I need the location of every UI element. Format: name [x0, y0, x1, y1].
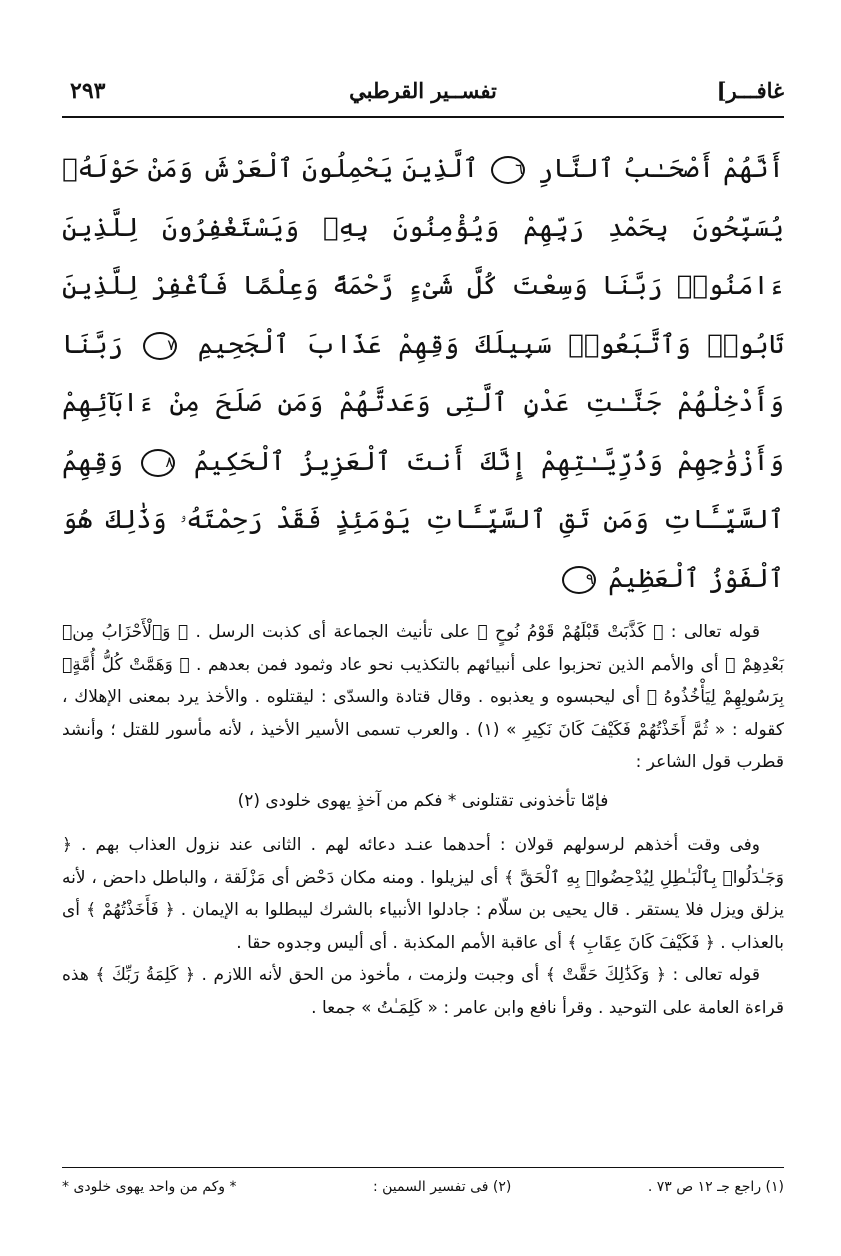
ayah-number-9: ٩: [562, 566, 596, 594]
ayah-number-8: ٨: [141, 449, 175, 477]
page-header: [62, 70, 784, 118]
commentary-paragraph: قوله تعالى : ﴿ كَذَّبَتْ قَبْلَهُمْ قَوْمُ نُوحٍ ﴾ على تأنيث الجماعة أى كذبت الرسل . ﴿ وَٱلْأَحْزَابُ مِنۢ بَعْدِهِمْ ﴾ أى والأمم الذين تحزبوا على أنبيائهم بالتكذيب نحو عاد وثمود فمن بعدهم . ﴿ وَهَمَّتْ كُلُّ أُمَّةٍۭ بِرَسُولِهِمْ لِيَأْخُذُوهُ ﴾ أى ليحبسوه و يعذبوه . وقال قتادة والسدّى : ليقتلوه . والأخذ يرد بمعنى الإهلاك ، كقوله : « ثُمَّ أَخَذْتُهُمْ فَكَيْفَ كَانَ نَكِيرِ » (١) . والعرب تسمى الأسير الأخيذ ، لأنه مأسور للقتل ؛ وأنشد قطرب قول الشاعر :: [62, 622, 784, 773]
ayah-number-7: ٧: [143, 332, 177, 360]
book-page: [62, 70, 784, 1210]
footnote-2: (٢) فى تفسير السمين :: [372, 1179, 512, 1195]
footnote-1: (١) راجع جـ ١٢ ص ٧٣ .: [647, 1179, 784, 1195]
ayah-number-6: ٦: [491, 156, 525, 184]
page-number: ٢٩٣: [70, 78, 106, 104]
book-title: تفســير القرطبي: [349, 78, 497, 103]
verse-text: ٱلَّذِينَ يَحْمِلُونَ ٱلْعَرْشَ وَمَنْ حَوْلَهُۥ يُسَبِّحُونَ بِحَمْدِ رَبِّهِمْ وَيُؤْمِنُونَ بِهِۦ وَيَسْتَغْفِرُونَ لِلَّذِينَ ءَامَنُوا۟ رَبَّنَا وَسِعْتَ كُلَّ شَىْءٍ رَّحْمَةً وَعِلْمًا فَٱغْفِرْ لِلَّذِينَ تَابُوا۟ وَٱتَّبَعُوا۟ سَبِيلَكَ وَقِهِمْ عَذَابَ ٱلْجَحِيمِ: [62, 154, 785, 360]
verse-text: رَبَّنَا وَأَدْخِلْهُمْ جَنَّـٰتِ عَدْنٍ ٱلَّتِى وَعَدتَّهُمْ وَمَن صَلَحَ مِنْ ءَابَآئِهِمْ وَأَزْوَٰجِهِمْ وَذُرِّيَّـٰتِهِمْ إِنَّكَ أَنتَ ٱلْعَزِيزُ ٱلْحَكِيمُ: [62, 329, 785, 477]
quran-verses: [62, 140, 784, 608]
verse-text: وَقِهِمُ ٱلسَّيِّـَٔاتِ وَمَن تَقِ ٱلسَّيِّـَٔاتِ يَوْمَئِذٍ فَقَدْ رَحِمْتَهُۥ وَذَٰلِكَ هُوَ ٱلْفَوْزُ ٱلْعَظِيمُ: [62, 446, 784, 594]
commentary-paragraph: قوله تعالى : ﴿ وَكَذَٰلِكَ حَقَّتْ ﴾ أى وجبت ولزمت ، مأخوذ من الحق لأنه اللازم . ﴿ كَلِمَةُ رَبِّكَ ﴾ هذه قراءة العامة على التوحيد . وقرأ نافع وابن عامر : « كَلِمَـٰتُ » جمعا .: [62, 965, 784, 1018]
surah-name: غافـــر]: [716, 78, 784, 103]
poetry-verse: فإمّا تأخذونى تقتلونى * فكم من آخذٍ يهوى خلودى (٢): [237, 790, 609, 811]
footnote-2-text: * وكم من واحد يهوى خلودى *: [62, 1179, 237, 1195]
verse-text: أَنَّهُمْ أَصْحَـٰبُ ٱلنَّارِ: [537, 154, 784, 184]
footnotes: [62, 1167, 784, 1198]
commentary-paragraph: وفى وقت أخذهم لرسولهم قولان : أحدهما عنـد دعائه لهم . الثانى عند نزول العذاب بهم . ﴿ وَجَـٰدَلُوا۟ بِٱلْبَـٰطِلِ لِيُدْحِضُوا۟ بِهِ ٱلْحَقَّ ﴾ أى ليزيلوا . ومنه مكان دَحْض أى مَزْلَقة ، والباطل داحض ، لأنه يزلق ويزل فلا يستقر . قال يحيى بن سلّام : جادلوا الأنبياء بالشرك ليبطلوا به الإيمان . ﴿ فَأَخَذْتُهُمْ ﴾ أى بالعذاب . ﴿ فَكَيْفَ كَانَ عِقَابِ ﴾ أى عاقبة الأمم المكذبة . أى أليس وجدوه حقا .: [62, 834, 784, 953]
tafsir-commentary: [62, 616, 784, 1025]
